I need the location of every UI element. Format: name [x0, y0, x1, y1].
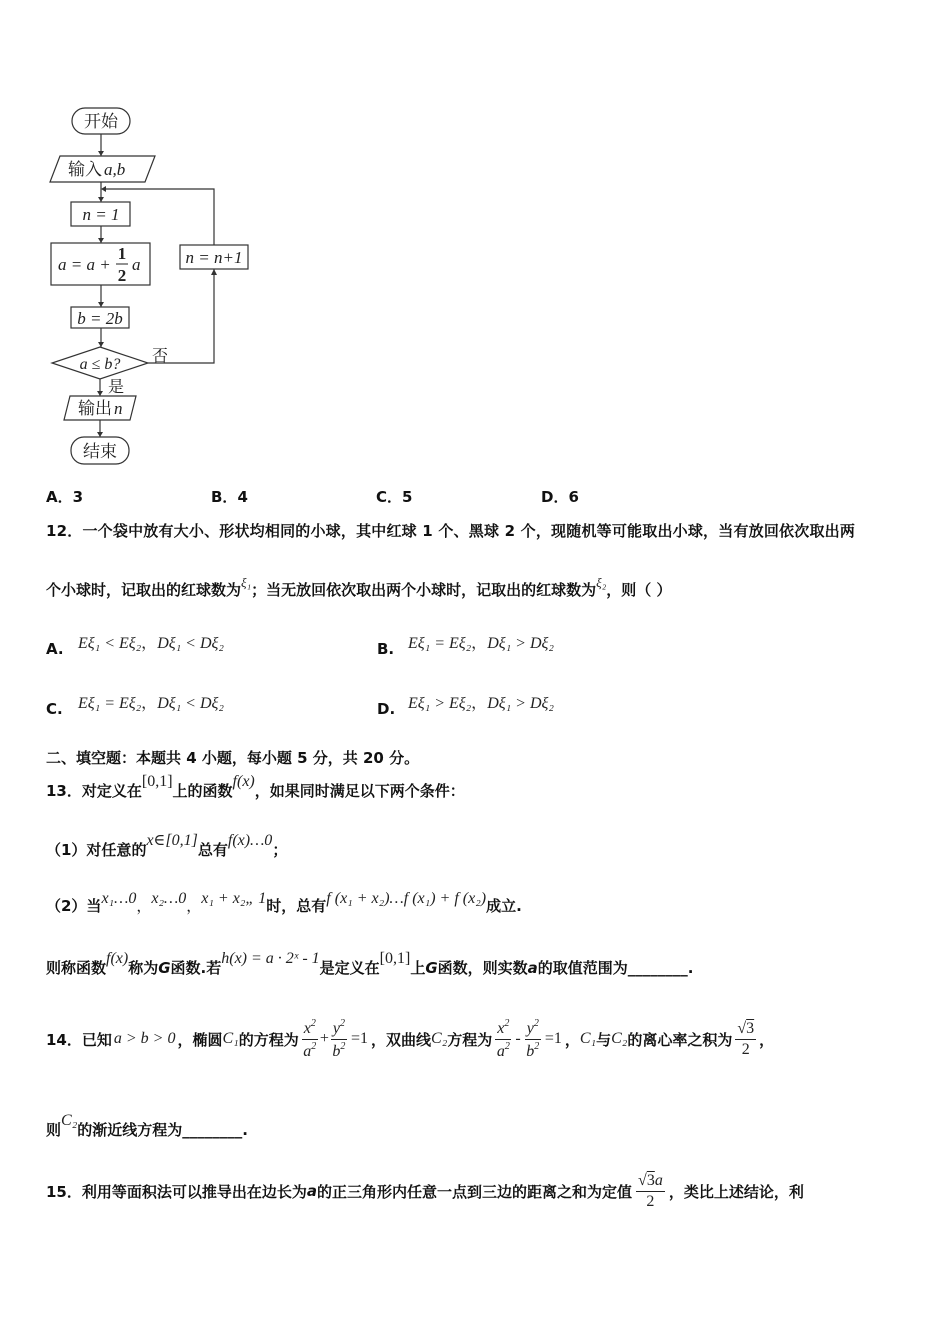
q13-line1: 13．对定义在[0,1]上的函数f(x)，如果同时满足以下两个条件： — [46, 773, 465, 800]
eccentricity-product: $\frac{√3}{2}$ — [737, 1019, 755, 1058]
flow-update-b-text: b = 2b — [77, 309, 123, 328]
q13-cond1: （1）对任意的x∈[0,1]总有f(x)…0； — [46, 832, 288, 859]
q11-option-b: B．4 — [211, 488, 248, 506]
q12-option-c: C. — [46, 700, 63, 718]
flow-end-text: 结束 — [83, 442, 117, 461]
q12-option-d-math: Eξ₁ > Eξ₂，Dξ₁ > Dξ₂ — [408, 695, 554, 712]
flow-decision-text: a ≤ b? — [79, 356, 121, 373]
q12-option-b: B. — [377, 640, 395, 658]
flow-start-text: 开始 — [84, 112, 118, 131]
q13-cond2: （2）当x₁…0，x₂…0，x₁ + x₂„ 1时，总有f (x₁ + x₂)…f (x₁) + f (x₂)成立. — [46, 890, 522, 915]
q15-line1: 15．利用等面积法可以推导出在边长为 a 的正三角形内任意一点到三边的距离之和为定值 $\frac{√3a}{2}$ ，类比上述结论，利 — [46, 1171, 804, 1210]
q12-line1: 12．一个袋中放有大小、形状均相同的小球，其中红球 1 个、黑球 2 个，现随机等可能取出小球，当有放回依次取出两 — [46, 522, 856, 540]
q12-option-a: A. — [46, 640, 64, 658]
section-heading: 二、填空题：本题共 4 小题，每小题 5 分，共 20 分。 — [46, 749, 420, 767]
q12-option-a-math: Eξ₁ < Eξ₂，Dξ₁ < Dξ₂ — [78, 635, 224, 652]
q14-line1: 14．已知 a > b > 0 ，椭圆 C₁ 的方程为 $\frac{x^2}{a^2}$ + $\frac{y^2}{b^2}$ =1 ，双曲线 C₂ 方程为 $\frac{x^2}{a^2}$ - $\frac{y^2}{b^2}$ =1 ， C₁ 与 C₂ 的离心率之积为 $\frac{√3}{2}$ ， — [46, 1017, 775, 1060]
q15-constant: $\frac{√3a}{2}$ — [638, 1171, 663, 1210]
flow-input-prefix: 输入 — [68, 160, 102, 179]
q11-option-a: A．3 — [46, 488, 84, 506]
q13-conclusion: 则称函数f(x)称为G函数.若h(x) = a · 2ˣ - 1是定义在[0,1]上G函数，则实数a的取值范围为________. — [46, 950, 694, 977]
flow-update-a-var: a — [132, 255, 141, 274]
q12-line2: 个小球时，记取出的红球数为ξ₁；当无放回依次取出两个小球时，记取出的红球数为ξ₂，则（ ） — [46, 575, 672, 599]
flow-yes-label: 是 — [108, 379, 125, 396]
flow-increment-text: n = n+1 — [185, 248, 243, 267]
q14-line2: 则C₂的渐近线方程为________. — [46, 1112, 248, 1139]
flowchart — [40, 100, 270, 470]
flow-output-prefix: 输出 — [78, 399, 112, 418]
q12-option-c-math: Eξ₁ = Eξ₂，Dξ₁ < Dξ₂ — [78, 695, 224, 712]
flow-input-node — [50, 156, 155, 182]
q11-option-d: D．6 — [541, 488, 579, 506]
flow-update-a-num: 1 — [117, 244, 127, 263]
flow-output-var: n — [114, 399, 123, 418]
flow-update-a-den: 2 — [117, 266, 127, 285]
flow-input-vars: a,b — [104, 160, 126, 179]
flow-init-text: n = 1 — [82, 205, 120, 224]
hyperbola-equation: $\frac{x^2}{a^2}$ - $\frac{y^2}{b^2}$ =1 — [496, 1017, 562, 1060]
q11-option-c: C．5 — [376, 488, 413, 506]
flow-no-label: 否 — [152, 348, 169, 365]
q12-option-b-math: Eξ₁ = Eξ₂，Dξ₁ > Dξ₂ — [408, 635, 554, 652]
ellipse-equation: $\frac{x^2}{a^2}$ + $\frac{y^2}{b^2}$ =1 — [303, 1017, 369, 1060]
flow-update-a-lhs: a = a + — [58, 255, 111, 274]
q12-option-d: D. — [377, 700, 396, 718]
